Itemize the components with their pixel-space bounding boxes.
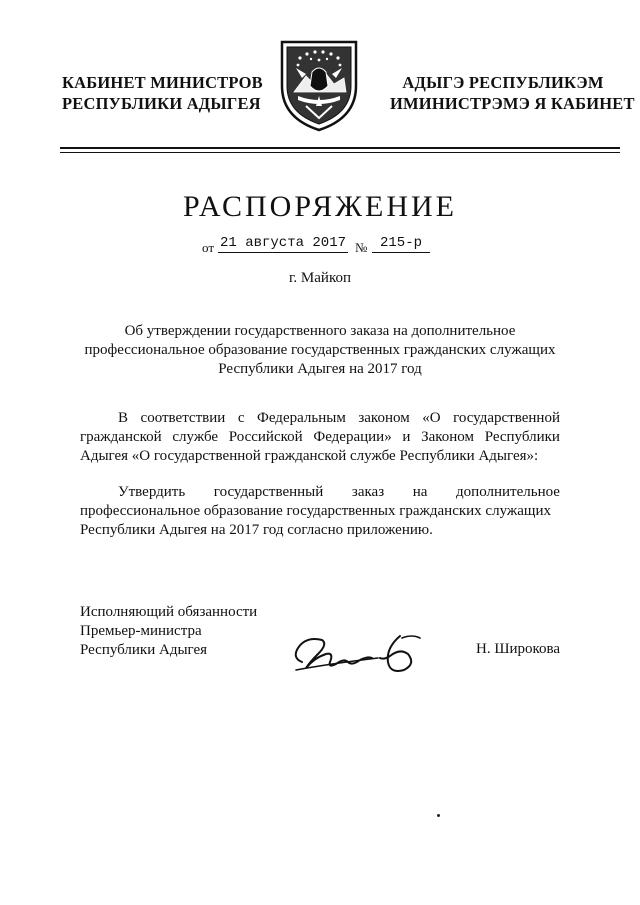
signatory-name: Н. Широкова: [476, 641, 561, 657]
signatory-line-2: Премьер-министра: [80, 623, 202, 639]
word: законом: [358, 410, 410, 426]
word: на: [412, 484, 428, 500]
signatory-line-3: Республики Адыгея: [80, 642, 208, 658]
issuer-name-russian: [62, 72, 263, 114]
document-number: 215-р: [372, 234, 430, 253]
issuer-line-1: КАБИНЕТ МИНИСТРОВ: [62, 73, 263, 92]
header-divider-thin: [60, 152, 620, 153]
word: дополнительное: [456, 484, 560, 500]
subject-line-1: Об утверждении государственного заказа на дополнительное: [124, 323, 516, 339]
issuer-adyghe-line-2: ИМИНИСТРЭМЭ Я КАБИНЕТ: [390, 94, 635, 113]
resolution-paragraph: [80, 483, 560, 540]
coat-of-arms-icon: [276, 34, 362, 134]
word: государственный: [213, 484, 324, 500]
scan-speck: [437, 814, 440, 817]
word: В: [118, 410, 129, 426]
issuer-adyghe-line-1: АДЫГЭ РЕСПУБЛИКЭМ: [402, 73, 604, 92]
header-divider-thick: [60, 147, 620, 149]
word: заказ: [351, 484, 385, 500]
preamble-line-1: [80, 409, 560, 428]
word: Федерации»: [313, 429, 392, 445]
preamble-line-3: Адыгея «О государственной гражданской службе Республики Адыгея»:: [80, 448, 539, 464]
word: Российской: [228, 429, 303, 445]
word: соответствии: [140, 410, 226, 426]
issue-city: г. Майкоп: [288, 270, 352, 286]
preamble-line-2: [80, 428, 560, 447]
issuer-line-2: РЕСПУБЛИКИ АДЫГЕЯ: [62, 94, 261, 113]
word: «О: [422, 410, 441, 426]
word: гражданской: [80, 429, 162, 445]
signatory-position: [80, 603, 257, 660]
word: Утвердить: [118, 484, 186, 500]
resolution-line-1: [80, 483, 560, 502]
number-label: №: [355, 240, 368, 255]
signatory-line-1: Исполняющий обязанности: [80, 604, 258, 620]
word: Законом: [421, 429, 475, 445]
resolution-line-3: Республики Адыгея на 2017 год согласно приложению.: [80, 522, 433, 538]
resolution-line-2: профессиональное образование государственных гражданских служащих: [80, 503, 551, 519]
word: с: [237, 410, 245, 426]
word: Республики: [484, 429, 560, 445]
document-date: 21 августа 2017: [219, 235, 347, 251]
word: службе: [172, 429, 219, 445]
issuer-name-adyghe: [390, 72, 635, 114]
handwritten-signature: [288, 628, 430, 680]
word: государственной: [453, 410, 560, 426]
word: Федеральным: [257, 410, 346, 426]
subject-line-3: Республики Адыгея на 2017 год: [218, 361, 422, 377]
document-subject: [70, 322, 570, 379]
date-label: от: [202, 240, 215, 255]
preamble-paragraph: [80, 409, 560, 466]
subject-line-2: профессиональное образование государственных гражданских служащих: [84, 342, 556, 358]
word: и: [402, 429, 411, 445]
document-type-title: РАСПОРЯЖЕНИЕ: [182, 190, 458, 223]
